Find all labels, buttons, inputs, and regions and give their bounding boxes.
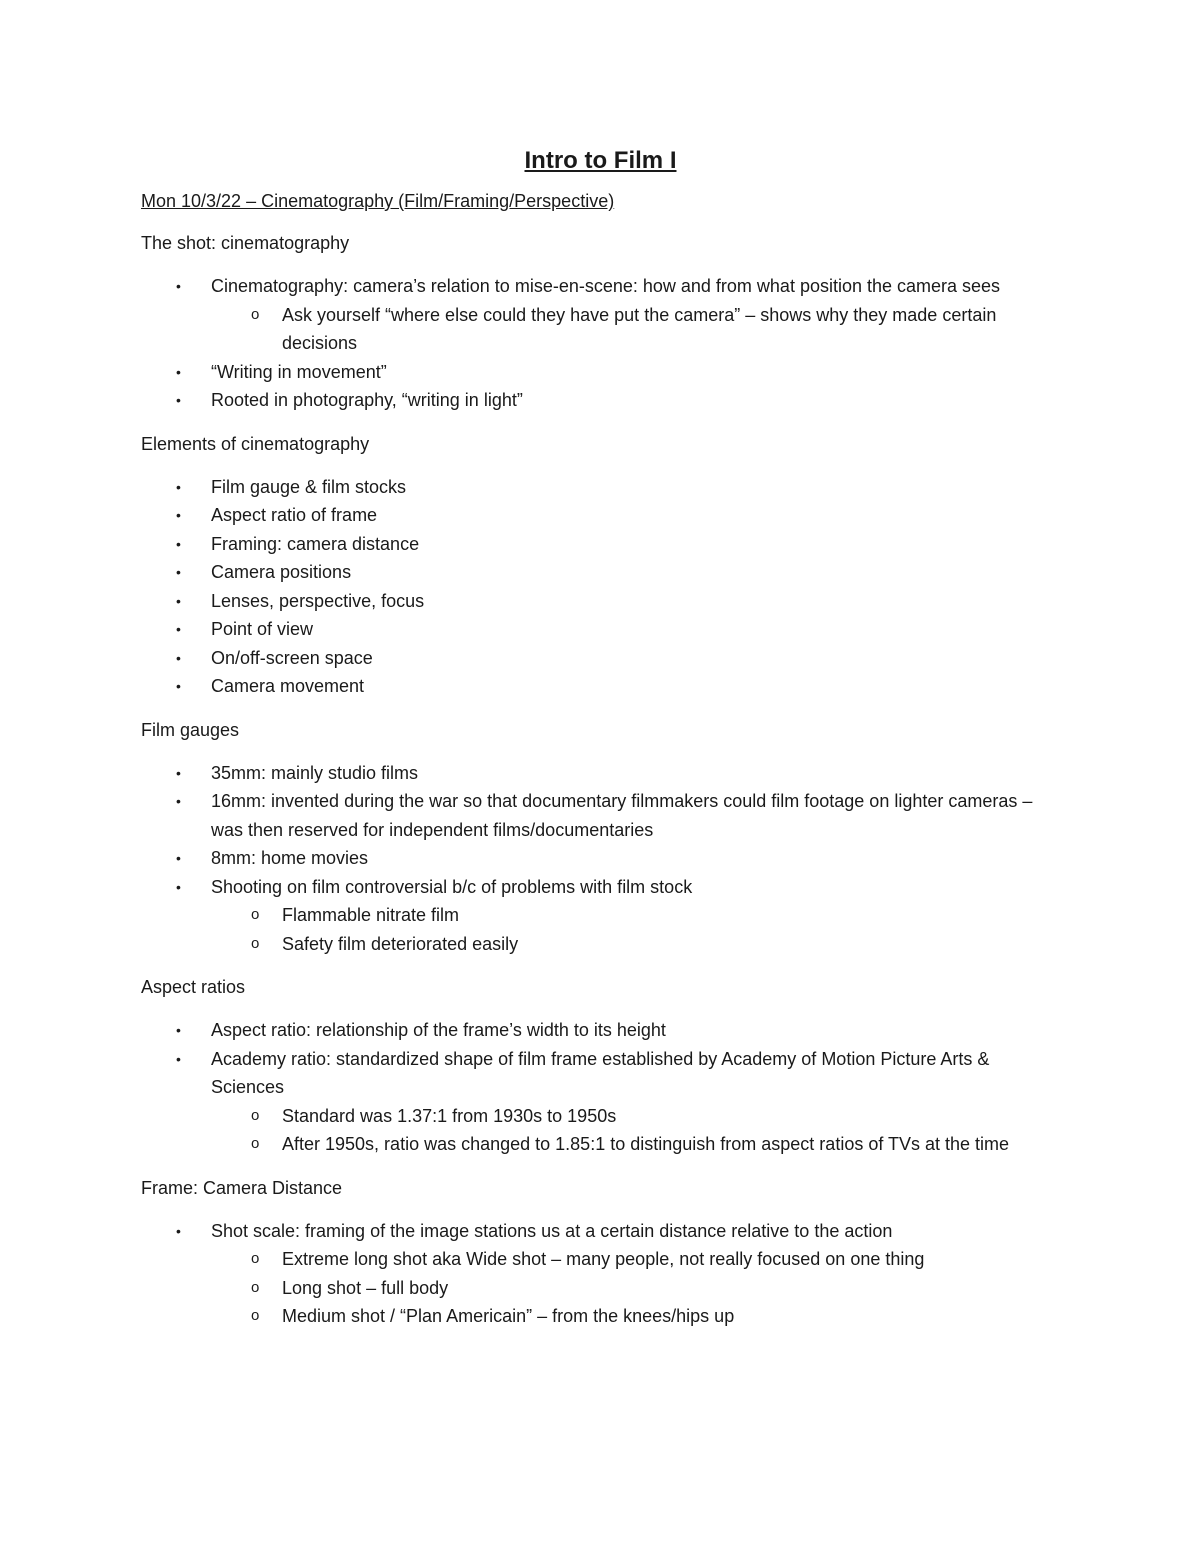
sub-list-item-text: Long shot – full body [282, 1277, 449, 1298]
sub-bullet-icon: o [251, 305, 260, 323]
bullet-icon: • [176, 1022, 181, 1038]
sub-list-item-text: Safety film deteriorated easily [282, 933, 519, 954]
list-item-text: Aspect ratio of frame [211, 505, 378, 525]
bullet-icon: • [176, 478, 181, 495]
list-item [141, 615, 1060, 644]
section-heading: Aspect ratios [141, 977, 246, 997]
list-item-text: Cinematography: camera’s relation to mise-en-scene: how and from what position the camera sees [211, 276, 1001, 296]
document-title: Intro to Film I [524, 147, 677, 174]
sub-list-item-text: Ask yourself “where else could they have put the camera” – shows why they made certain decisions [282, 304, 997, 353]
list-item-text: Shot scale: framing of the image stations us at a certain distance relative to the action [211, 1220, 893, 1241]
sub-bullet-icon: o [251, 1135, 260, 1152]
list-item [141, 501, 1060, 530]
bullet-icon: • [176, 764, 181, 781]
bullet-list [141, 759, 1060, 959]
list-item [141, 358, 1060, 387]
section-heading: Film gauges [141, 719, 240, 740]
bullet-list [141, 473, 1060, 701]
bullet-icon: • [176, 564, 181, 580]
sub-bullet-icon: o [251, 1278, 260, 1296]
sub-bullet-icon: o [251, 1250, 260, 1267]
sub-bullet-list [211, 901, 1060, 958]
bullet-icon: • [176, 278, 181, 294]
bullet-icon: • [176, 649, 181, 666]
sub-list-item [211, 930, 1060, 959]
bullet-icon: • [176, 793, 181, 809]
list-item [141, 759, 1060, 788]
sub-list-item [211, 1302, 1060, 1331]
sub-bullet-list [211, 1245, 1060, 1331]
list-item [141, 473, 1060, 502]
section-heading: The shot: cinematography [141, 233, 350, 253]
list-item-text: “Writing in movement” [211, 361, 387, 382]
sub-list-item-text: Flammable nitrate film [282, 905, 460, 925]
list-item-text: 8mm: home movies [211, 848, 369, 868]
list-item [141, 530, 1060, 559]
bullet-list [141, 1016, 1060, 1159]
bullet-icon: • [176, 363, 181, 380]
list-item-text: On/off-screen space [211, 647, 373, 668]
notes-body [141, 230, 1060, 1331]
bullet-icon: • [176, 1050, 181, 1067]
lecture-date-line: Mon 10/3/22 – Cinematography (Film/Framing/Perspective) [141, 191, 615, 211]
list-item [141, 672, 1060, 701]
list-item [141, 386, 1060, 415]
list-item [141, 787, 1060, 844]
bullet-icon: • [176, 1222, 181, 1239]
list-item [141, 558, 1060, 587]
list-item-text: Lenses, perspective, focus [211, 590, 425, 611]
list-item-text: Rooted in photography, “writing in light” [211, 390, 523, 410]
section-heading: Elements of cinematography [141, 433, 370, 454]
sub-list-item-text: Extreme long shot aka Wide shot – many people, not really focused on one thing [282, 1249, 925, 1269]
sub-bullet-icon: o [251, 1307, 260, 1324]
list-item [141, 644, 1060, 673]
bullet-icon: • [176, 507, 181, 523]
bullet-icon: • [176, 535, 181, 552]
bullet-icon: • [176, 592, 181, 609]
sub-list-item-text: Standard was 1.37:1 from 1930s to 1950s [282, 1105, 617, 1126]
bullet-icon: • [176, 392, 181, 408]
list-item-text: Camera positions [211, 562, 352, 582]
sub-list-item [211, 1245, 1060, 1274]
sub-bullet-icon: o [251, 934, 260, 952]
list-item [141, 844, 1060, 873]
bullet-icon: • [176, 621, 181, 637]
list-item-text: Camera movement [211, 676, 365, 696]
list-item-text: Shooting on film controversial b/c of problems with film stock [211, 876, 693, 897]
sub-list-item-text: After 1950s, ratio was changed to 1.85:1 to distinguish from aspect ratios of TVs at the time [282, 1134, 1010, 1154]
list-item-text: Academy ratio: standardized shape of film frame established by Academy of Motion Picture Arts & Sciences [211, 1048, 990, 1097]
list-item [141, 1045, 1060, 1159]
section-heading: Frame: Camera Distance [141, 1177, 343, 1198]
list-item [141, 1217, 1060, 1331]
list-item-text: 16mm: invented during the war so that documentary filmmakers could film footage on lighter cameras – was then reserved for independent films/documentaries [211, 791, 1033, 840]
bullet-icon: • [176, 678, 181, 694]
sub-bullet-icon: o [251, 1106, 260, 1124]
list-item-text: Framing: camera distance [211, 533, 420, 554]
sub-bullet-icon: o [251, 906, 260, 923]
sub-list-item [211, 301, 1060, 358]
bullet-icon: • [176, 878, 181, 895]
sub-bullet-list [211, 301, 1060, 358]
sub-list-item [211, 901, 1060, 930]
list-item-text: Point of view [211, 619, 314, 639]
sub-list-item [211, 1130, 1060, 1159]
list-item [141, 587, 1060, 616]
bullet-list [141, 1217, 1060, 1331]
list-item [141, 873, 1060, 959]
list-item-text: 35mm: mainly studio films [211, 762, 419, 783]
sub-list-item [211, 1102, 1060, 1131]
list-item-text: Aspect ratio: relationship of the frame’s width to its height [211, 1020, 666, 1040]
sub-list-item [211, 1274, 1060, 1303]
bullet-list [141, 272, 1060, 415]
sub-list-item-text: Medium shot / “Plan Americain” – from the knees/hips up [282, 1306, 735, 1326]
list-item [141, 1016, 1060, 1045]
bullet-icon: • [176, 850, 181, 866]
list-item [141, 272, 1060, 358]
list-item-text: Film gauge & film stocks [211, 476, 407, 497]
sub-bullet-list [211, 1102, 1060, 1159]
